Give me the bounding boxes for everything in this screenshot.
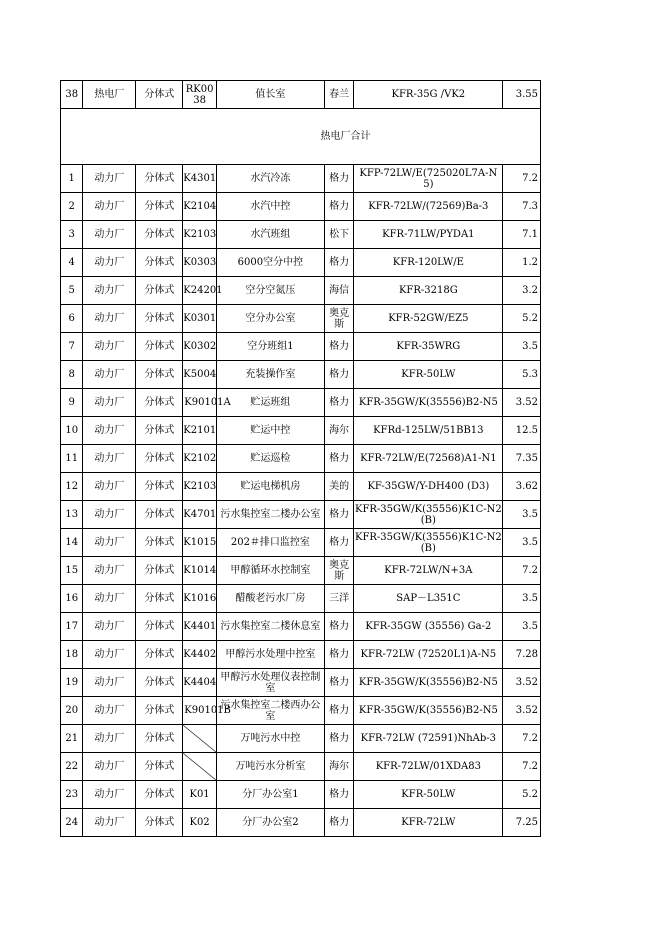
cell-code: K1015 [183, 529, 217, 557]
cell-location: 分厂办公室1 [216, 781, 324, 809]
cell-no: 20 [61, 697, 83, 725]
cell-plant: 动力厂 [83, 669, 136, 697]
cell-brand: 格力 [324, 641, 354, 669]
cell-model: KFR-35GW (35556) Ga-2 [354, 613, 503, 641]
cell-no: 16 [61, 585, 83, 613]
table-row [61, 249, 541, 277]
cell-code: K4404 [183, 669, 217, 697]
cell-power: 3.5 [503, 333, 541, 361]
cell-no: 38 [61, 81, 83, 109]
cell-code: K5004 [183, 361, 217, 389]
cell-brand: 海信 [324, 277, 354, 305]
cell-plant: 热电厂 [83, 81, 136, 109]
cell-no: 17 [61, 613, 83, 641]
cell-no: 23 [61, 781, 83, 809]
cell-model: SAP－L351C [354, 585, 503, 613]
cell-type: 分体式 [136, 221, 183, 249]
cell-no: 10 [61, 417, 83, 445]
cell-no: 21 [61, 725, 83, 753]
cell-type: 分体式 [136, 389, 183, 417]
cell-location: 水汽中控 [216, 193, 324, 221]
cell-location: 污水集控室二楼西办公室 [216, 697, 324, 725]
cell-model: KFR-72LW/N+3A [354, 557, 503, 585]
subtotal-label: 热电厂合计 [61, 109, 541, 165]
cell-code: K0301 [183, 305, 217, 333]
cell-code: K0302 [183, 333, 217, 361]
cell-location: 甲醇循环水控制室 [216, 557, 324, 585]
cell-type: 分体式 [136, 725, 183, 753]
cell-brand: 格力 [324, 781, 354, 809]
cell-plant: 动力厂 [83, 585, 136, 613]
cell-model: KFR-72LW (72591)NhAb-3 [354, 725, 503, 753]
cell-power: 7.2 [503, 725, 541, 753]
table-row [61, 557, 541, 585]
cell-code: K2104 [183, 193, 217, 221]
cell-power: 7.28 [503, 641, 541, 669]
table-row [61, 165, 541, 193]
cell-location: 污水集控室二楼休息室 [216, 613, 324, 641]
cell-brand: 格力 [324, 613, 354, 641]
cell-no: 8 [61, 361, 83, 389]
cell-model: KFR-72LW/E(72568)A1-N1 [354, 445, 503, 473]
cell-no: 22 [61, 753, 83, 781]
cell-no: 14 [61, 529, 83, 557]
cell-plant: 动力厂 [83, 417, 136, 445]
cell-no: 6 [61, 305, 83, 333]
cell-code: K24201 [183, 277, 217, 305]
cell-location: 甲醇污水处理仪表控制室 [216, 669, 324, 697]
cell-power: 5.2 [503, 781, 541, 809]
cell-code: K4402 [183, 641, 217, 669]
cell-plant: 动力厂 [83, 445, 136, 473]
cell-power: 7.2 [503, 753, 541, 781]
cell-plant: 动力厂 [83, 641, 136, 669]
cell-no: 11 [61, 445, 83, 473]
cell-brand: 松下 [324, 221, 354, 249]
cell-plant: 动力厂 [83, 389, 136, 417]
cell-plant: 动力厂 [83, 781, 136, 809]
table-row [61, 221, 541, 249]
cell-power: 7.2 [503, 557, 541, 585]
cell-type: 分体式 [136, 501, 183, 529]
cell-code: K2102 [183, 445, 217, 473]
cell-brand: 格力 [324, 697, 354, 725]
cell-plant: 动力厂 [83, 193, 136, 221]
cell-code [183, 725, 217, 753]
cell-plant: 动力厂 [83, 333, 136, 361]
table-row [61, 669, 541, 697]
cell-location: 空分空氮压 [216, 277, 324, 305]
cell-type: 分体式 [136, 529, 183, 557]
cell-type: 分体式 [136, 81, 183, 109]
cell-location: 甲醇污水处理中控室 [216, 641, 324, 669]
cell-type: 分体式 [136, 669, 183, 697]
cell-type: 分体式 [136, 277, 183, 305]
table-row [61, 305, 541, 333]
cell-plant: 动力厂 [83, 725, 136, 753]
cell-plant: 动力厂 [83, 473, 136, 501]
cell-location: 贮运电梯机房 [216, 473, 324, 501]
cell-power: 7.3 [503, 193, 541, 221]
cell-brand: 海尔 [324, 417, 354, 445]
cell-power: 5.3 [503, 361, 541, 389]
cell-power: 3.2 [503, 277, 541, 305]
cell-no: 18 [61, 641, 83, 669]
table-row [61, 697, 541, 725]
cell-power: 3.55 [503, 81, 541, 109]
cell-model: KFR-52GW/EZ5 [354, 305, 503, 333]
cell-no: 13 [61, 501, 83, 529]
cell-model: KFR-35WRG [354, 333, 503, 361]
table-row [61, 361, 541, 389]
cell-brand: 格力 [324, 193, 354, 221]
cell-code: K4701 [183, 501, 217, 529]
cell-model: KFR-72LW/01XDA83 [354, 753, 503, 781]
cell-location: 贮运巡检 [216, 445, 324, 473]
cell-type: 分体式 [136, 445, 183, 473]
cell-type: 分体式 [136, 753, 183, 781]
cell-type: 分体式 [136, 305, 183, 333]
cell-power: 5.2 [503, 305, 541, 333]
cell-model: KFR-72LW (72520L1)A-N5 [354, 641, 503, 669]
cell-model: KFR-35G /VK2 [354, 81, 503, 109]
cell-power: 7.35 [503, 445, 541, 473]
cell-plant: 动力厂 [83, 249, 136, 277]
cell-model: KFR-3218G [354, 277, 503, 305]
cell-type: 分体式 [136, 165, 183, 193]
cell-model: KF-35GW/Y-DH400 (D3) [354, 473, 503, 501]
cell-code: K4301 [183, 165, 217, 193]
cell-type: 分体式 [136, 473, 183, 501]
cell-location: 万吨污水分析室 [216, 753, 324, 781]
cell-location: 分厂办公室2 [216, 809, 324, 837]
table-row [61, 501, 541, 529]
cell-plant: 动力厂 [83, 809, 136, 837]
cell-plant: 动力厂 [83, 501, 136, 529]
cell-brand: 格力 [324, 809, 354, 837]
cell-code: K02 [183, 809, 217, 837]
cell-no: 12 [61, 473, 83, 501]
cell-no: 5 [61, 277, 83, 305]
cell-plant: 动力厂 [83, 277, 136, 305]
cell-power: 3.5 [503, 585, 541, 613]
cell-type: 分体式 [136, 249, 183, 277]
table-row [61, 781, 541, 809]
cell-brand: 三洋 [324, 585, 354, 613]
cell-location: 水汽冷冻 [216, 165, 324, 193]
cell-code: K90101B [183, 697, 217, 725]
table-row [61, 277, 541, 305]
cell-brand: 格力 [324, 669, 354, 697]
cell-power: 1.2 [503, 249, 541, 277]
cell-type: 分体式 [136, 557, 183, 585]
cell-brand: 春兰 [324, 81, 354, 109]
cell-location: 充装操作室 [216, 361, 324, 389]
cell-no: 15 [61, 557, 83, 585]
cell-type: 分体式 [136, 417, 183, 445]
cell-code: K2103 [183, 221, 217, 249]
cell-type: 分体式 [136, 193, 183, 221]
cell-brand: 格力 [324, 333, 354, 361]
cell-code: K1016 [183, 585, 217, 613]
cell-power: 3.62 [503, 473, 541, 501]
cell-code: K4401 [183, 613, 217, 641]
cell-power: 3.52 [503, 389, 541, 417]
table-row [61, 389, 541, 417]
cell-brand: 格力 [324, 529, 354, 557]
cell-brand: 格力 [324, 445, 354, 473]
cell-no: 7 [61, 333, 83, 361]
cell-brand: 格力 [324, 501, 354, 529]
cell-code: K01 [183, 781, 217, 809]
cell-brand: 美的 [324, 473, 354, 501]
cell-type: 分体式 [136, 809, 183, 837]
cell-power: 12.5 [503, 417, 541, 445]
table-row [61, 333, 541, 361]
cell-type: 分体式 [136, 585, 183, 613]
cell-model: KFR-72LW/(72569)Ba-3 [354, 193, 503, 221]
cell-plant: 动力厂 [83, 697, 136, 725]
cell-model: KFR-35GW/K(35556)B2-N5 [354, 669, 503, 697]
cell-power: 7.2 [503, 165, 541, 193]
cell-model: KFR-120LW/E [354, 249, 503, 277]
cell-model: KFR-72LW [354, 809, 503, 837]
cell-brand: 格力 [324, 165, 354, 193]
cell-power: 7.25 [503, 809, 541, 837]
cell-model: KFRd-125LW/51BB13 [354, 417, 503, 445]
cell-location: 202＃排口监控室 [216, 529, 324, 557]
cell-type: 分体式 [136, 697, 183, 725]
cell-plant: 动力厂 [83, 557, 136, 585]
cell-brand: 格力 [324, 725, 354, 753]
cell-no: 1 [61, 165, 83, 193]
cell-location: 空分办公室 [216, 305, 324, 333]
cell-brand: 奥克斯 [324, 305, 354, 333]
cell-power: 3.5 [503, 613, 541, 641]
cell-model: KFR-35GW/K(35556)B2-N5 [354, 389, 503, 417]
cell-model: KFP-72LW/E(725020L7A-N5) [354, 165, 503, 193]
cell-location: 万吨污水中控 [216, 725, 324, 753]
cell-brand: 格力 [324, 361, 354, 389]
table-row [61, 529, 541, 557]
cell-no: 9 [61, 389, 83, 417]
cell-code: RK0038 [183, 81, 217, 109]
table-row [61, 473, 541, 501]
cell-no: 19 [61, 669, 83, 697]
cell-brand: 格力 [324, 249, 354, 277]
subtotal-row [61, 109, 541, 165]
table-row [61, 641, 541, 669]
cell-location: 水汽班组 [216, 221, 324, 249]
cell-plant: 动力厂 [83, 361, 136, 389]
cell-location: 空分班组1 [216, 333, 324, 361]
table-row [61, 613, 541, 641]
cell-power: 7.1 [503, 221, 541, 249]
cell-model: KFR-35GW/K(35556)B2-N5 [354, 697, 503, 725]
cell-location: 醋酸老污水厂房 [216, 585, 324, 613]
cell-power: 3.5 [503, 501, 541, 529]
table-row [61, 81, 541, 109]
cell-code: K0303 [183, 249, 217, 277]
table-row [61, 809, 541, 837]
cell-no: 24 [61, 809, 83, 837]
cell-plant: 动力厂 [83, 165, 136, 193]
cell-code: K1014 [183, 557, 217, 585]
cell-type: 分体式 [136, 613, 183, 641]
cell-location: 贮运班组 [216, 389, 324, 417]
cell-type: 分体式 [136, 641, 183, 669]
cell-power: 3.5 [503, 529, 541, 557]
table-row [61, 417, 541, 445]
cell-location: 污水集控室二楼办公室 [216, 501, 324, 529]
cell-plant: 动力厂 [83, 753, 136, 781]
cell-plant: 动力厂 [83, 529, 136, 557]
cell-plant: 动力厂 [83, 613, 136, 641]
table-row [61, 445, 541, 473]
cell-code [183, 753, 217, 781]
table-row [61, 585, 541, 613]
table-row [61, 725, 541, 753]
cell-plant: 动力厂 [83, 221, 136, 249]
cell-power: 3.52 [503, 697, 541, 725]
equipment-table [60, 80, 541, 837]
cell-location: 贮运中控 [216, 417, 324, 445]
cell-model: KFR-50LW [354, 781, 503, 809]
cell-code: K2103 [183, 473, 217, 501]
cell-no: 4 [61, 249, 83, 277]
cell-brand: 奥克斯 [324, 557, 354, 585]
cell-code: K2101 [183, 417, 217, 445]
cell-location: 值长室 [216, 81, 324, 109]
cell-model: KFR-71LW/PYDA1 [354, 221, 503, 249]
cell-model: KFR-35GW/K(35556)K1C-N2(B) [354, 529, 503, 557]
cell-power: 3.52 [503, 669, 541, 697]
cell-no: 2 [61, 193, 83, 221]
cell-code: K90101A [183, 389, 217, 417]
cell-type: 分体式 [136, 333, 183, 361]
cell-plant: 动力厂 [83, 305, 136, 333]
cell-type: 分体式 [136, 361, 183, 389]
table-row [61, 753, 541, 781]
table-row [61, 193, 541, 221]
cell-type: 分体式 [136, 781, 183, 809]
cell-model: KFR-35GW/K(35556)K1C-N2(B) [354, 501, 503, 529]
cell-brand: 海尔 [324, 753, 354, 781]
cell-location: 6000空分中控 [216, 249, 324, 277]
cell-brand: 格力 [324, 389, 354, 417]
cell-model: KFR-50LW [354, 361, 503, 389]
cell-no: 3 [61, 221, 83, 249]
